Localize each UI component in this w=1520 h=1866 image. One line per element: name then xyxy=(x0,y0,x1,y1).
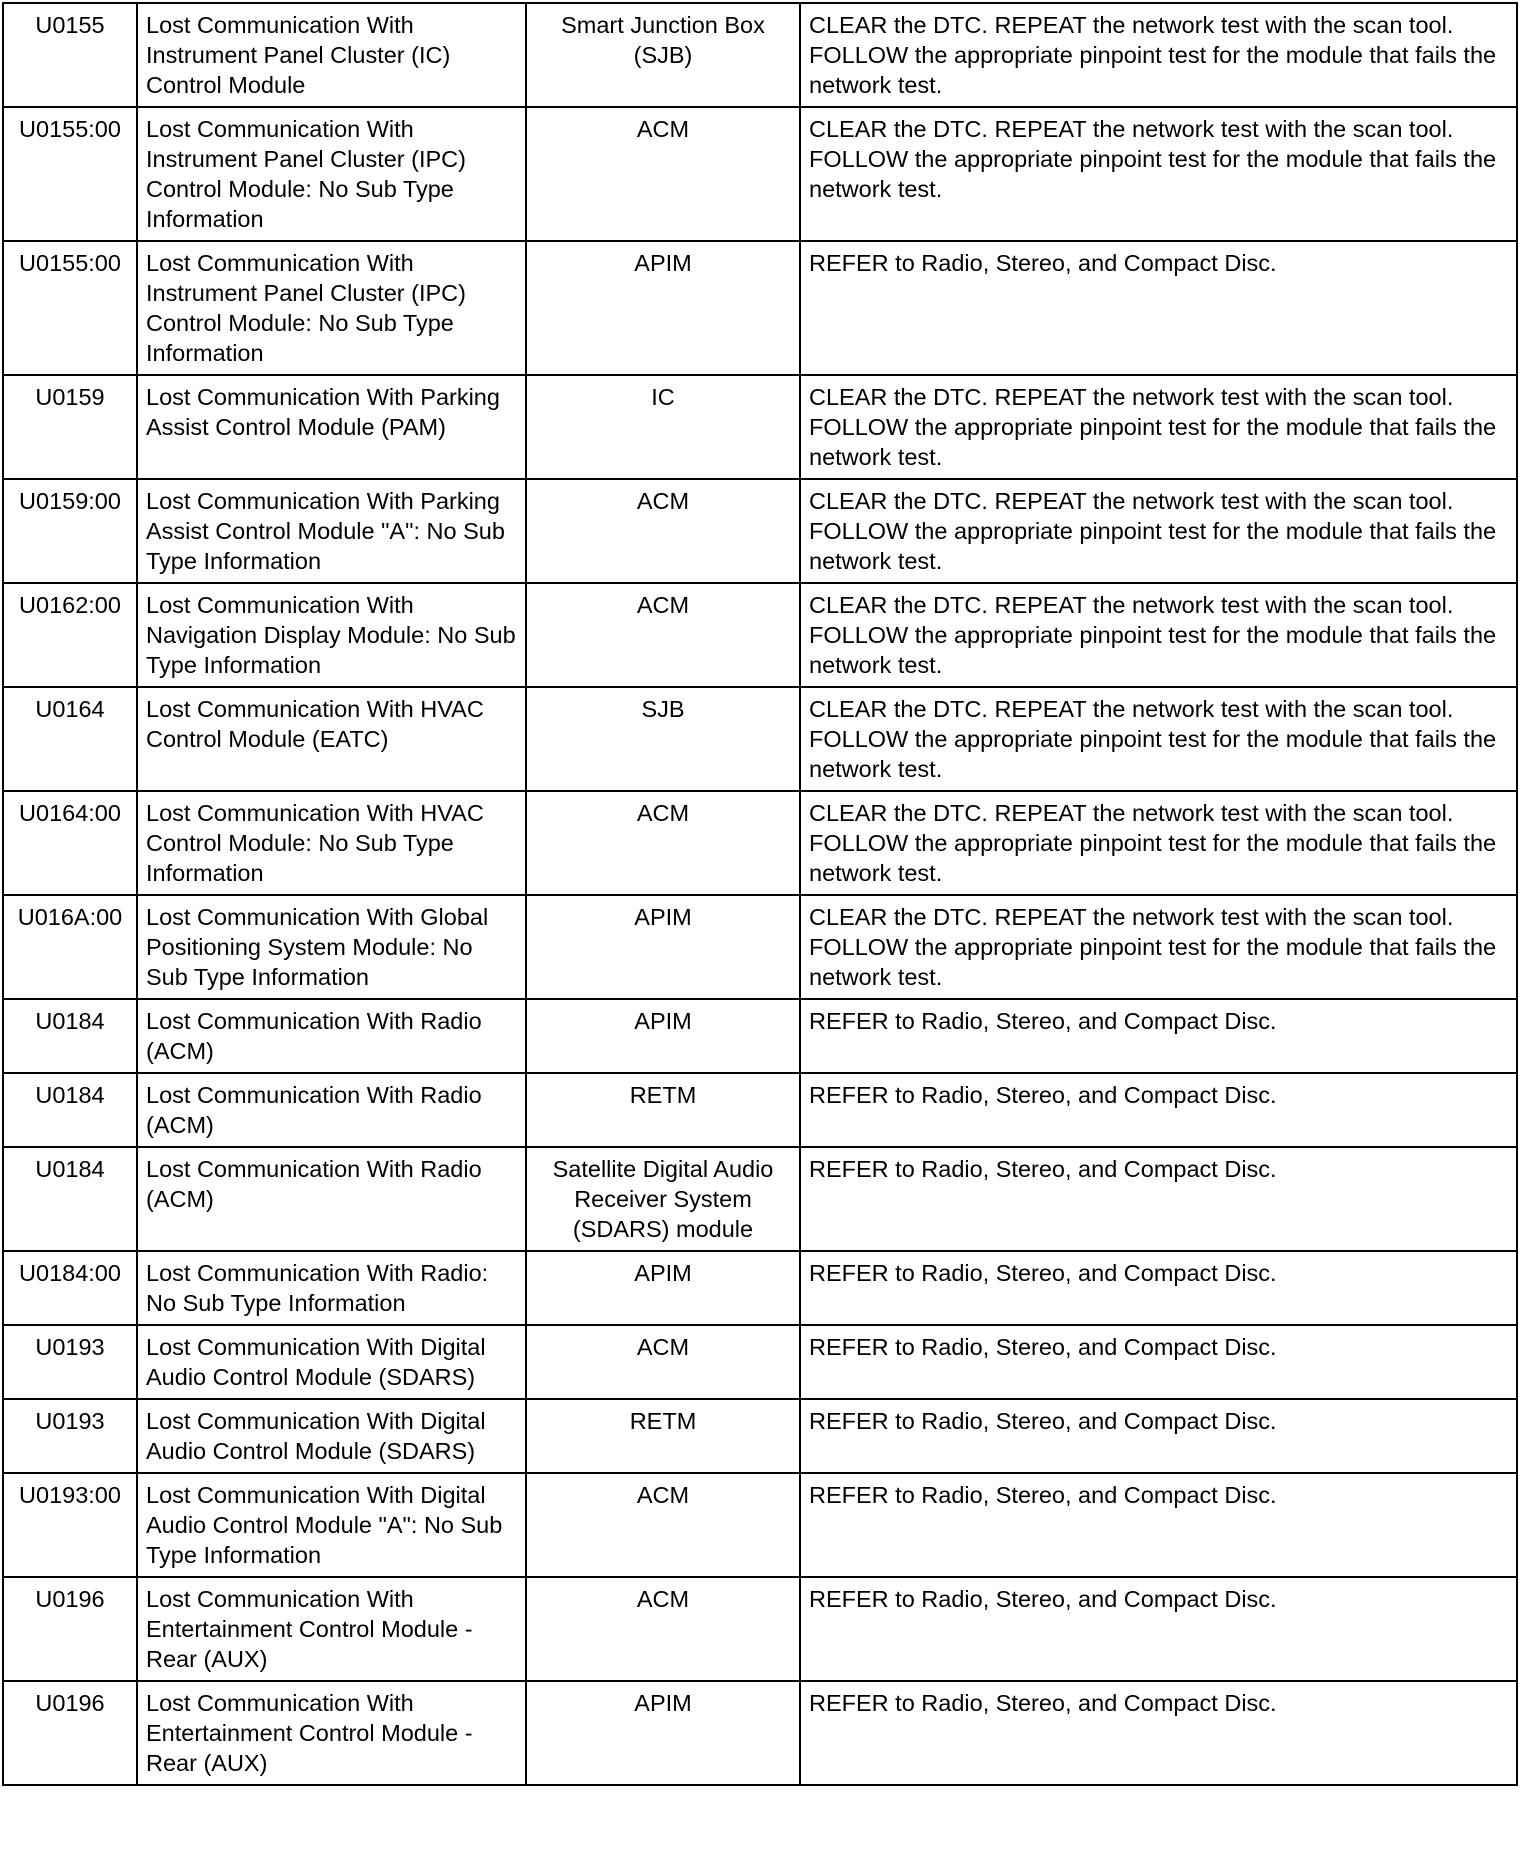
action-cell: REFER to Radio, Stereo, and Compact Disc. xyxy=(800,1073,1517,1147)
dtc-code-cell: U0193:00 xyxy=(3,1473,137,1577)
dtc-code-cell: U0184 xyxy=(3,1147,137,1251)
table-row xyxy=(3,687,1517,791)
dtc-code-cell: U0164:00 xyxy=(3,791,137,895)
action-cell: REFER to Radio, Stereo, and Compact Disc. xyxy=(800,999,1517,1073)
action-cell: REFER to Radio, Stereo, and Compact Disc. xyxy=(800,1577,1517,1681)
description-cell: Lost Communication With Radio: No Sub Type Information xyxy=(137,1251,526,1325)
module-cell: APIM xyxy=(526,241,800,375)
action-cell: CLEAR the DTC. REPEAT the network test with the scan tool. FOLLOW the appropriate pinpoint test for the module that fails the network test. xyxy=(800,107,1517,241)
dtc-code-cell: U0159:00 xyxy=(3,479,137,583)
table-row xyxy=(3,1251,1517,1325)
description-cell: Lost Communication With Entertainment Control Module - Rear (AUX) xyxy=(137,1681,526,1785)
dtc-code-cell: U0164 xyxy=(3,687,137,791)
action-cell: CLEAR the DTC. REPEAT the network test with the scan tool. FOLLOW the appropriate pinpoint test for the module that fails the network test. xyxy=(800,3,1517,107)
description-cell: Lost Communication With Instrument Panel Cluster (IPC) Control Module: No Sub Type Information xyxy=(137,241,526,375)
table-row xyxy=(3,999,1517,1073)
module-cell: ACM xyxy=(526,583,800,687)
dtc-code-cell: U0155:00 xyxy=(3,241,137,375)
action-cell: CLEAR the DTC. REPEAT the network test with the scan tool. FOLLOW the appropriate pinpoint test for the module that fails the network test. xyxy=(800,583,1517,687)
table-row xyxy=(3,1681,1517,1785)
description-cell: Lost Communication With Global Positioning System Module: No Sub Type Information xyxy=(137,895,526,999)
dtc-code-cell: U0162:00 xyxy=(3,583,137,687)
table-row xyxy=(3,479,1517,583)
table-row xyxy=(3,1577,1517,1681)
table-row xyxy=(3,107,1517,241)
module-cell: ACM xyxy=(526,107,800,241)
description-cell: Lost Communication With HVAC Control Module (EATC) xyxy=(137,687,526,791)
table-row xyxy=(3,3,1517,107)
description-cell: Lost Communication With Digital Audio Control Module (SDARS) xyxy=(137,1399,526,1473)
description-cell: Lost Communication With Parking Assist Control Module (PAM) xyxy=(137,375,526,479)
module-cell: ACM xyxy=(526,479,800,583)
action-cell: REFER to Radio, Stereo, and Compact Disc. xyxy=(800,1681,1517,1785)
module-cell: APIM xyxy=(526,1681,800,1785)
module-cell: ACM xyxy=(526,1577,800,1681)
description-cell: Lost Communication With Entertainment Control Module - Rear (AUX) xyxy=(137,1577,526,1681)
table-row xyxy=(3,1073,1517,1147)
description-cell: Lost Communication With Navigation Display Module: No Sub Type Information xyxy=(137,583,526,687)
description-cell: Lost Communication With Radio (ACM) xyxy=(137,1073,526,1147)
dtc-code-cell: U0155 xyxy=(3,3,137,107)
action-cell: CLEAR the DTC. REPEAT the network test with the scan tool. FOLLOW the appropriate pinpoint test for the module that fails the network test. xyxy=(800,479,1517,583)
module-cell: APIM xyxy=(526,1251,800,1325)
module-cell: Satellite Digital Audio Receiver System (SDARS) module xyxy=(526,1147,800,1251)
table-row xyxy=(3,1473,1517,1577)
description-cell: Lost Communication With HVAC Control Module: No Sub Type Information xyxy=(137,791,526,895)
dtc-code-cell: U0196 xyxy=(3,1577,137,1681)
module-cell: APIM xyxy=(526,999,800,1073)
description-cell: Lost Communication With Digital Audio Control Module "A": No Sub Type Information xyxy=(137,1473,526,1577)
description-cell: Lost Communication With Instrument Panel Cluster (IPC) Control Module: No Sub Type Information xyxy=(137,107,526,241)
dtc-code-cell: U0196 xyxy=(3,1681,137,1785)
module-cell: Smart Junction Box (SJB) xyxy=(526,3,800,107)
description-cell: Lost Communication With Radio (ACM) xyxy=(137,1147,526,1251)
action-cell: CLEAR the DTC. REPEAT the network test with the scan tool. FOLLOW the appropriate pinpoint test for the module that fails the network test. xyxy=(800,687,1517,791)
table-row xyxy=(3,1325,1517,1399)
description-cell: Lost Communication With Radio (ACM) xyxy=(137,999,526,1073)
action-cell: CLEAR the DTC. REPEAT the network test with the scan tool. FOLLOW the appropriate pinpoint test for the module that fails the network test. xyxy=(800,895,1517,999)
action-cell: REFER to Radio, Stereo, and Compact Disc. xyxy=(800,1473,1517,1577)
table-row xyxy=(3,241,1517,375)
table-row xyxy=(3,1399,1517,1473)
table-row xyxy=(3,791,1517,895)
module-cell: ACM xyxy=(526,1473,800,1577)
action-cell: REFER to Radio, Stereo, and Compact Disc. xyxy=(800,241,1517,375)
module-cell: ACM xyxy=(526,1325,800,1399)
module-cell: RETM xyxy=(526,1399,800,1473)
dtc-code-cell: U0155:00 xyxy=(3,107,137,241)
table-row xyxy=(3,1147,1517,1251)
action-cell: REFER to Radio, Stereo, and Compact Disc. xyxy=(800,1147,1517,1251)
dtc-code-cell: U0193 xyxy=(3,1399,137,1473)
dtc-code-cell: U0184 xyxy=(3,1073,137,1147)
dtc-code-cell: U0193 xyxy=(3,1325,137,1399)
action-cell: CLEAR the DTC. REPEAT the network test with the scan tool. FOLLOW the appropriate pinpoint test for the module that fails the network test. xyxy=(800,375,1517,479)
table-row xyxy=(3,375,1517,479)
module-cell: APIM xyxy=(526,895,800,999)
module-cell: ACM xyxy=(526,791,800,895)
action-cell: REFER to Radio, Stereo, and Compact Disc. xyxy=(800,1325,1517,1399)
dtc-code-cell: U0159 xyxy=(3,375,137,479)
module-cell: IC xyxy=(526,375,800,479)
dtc-code-cell: U0184:00 xyxy=(3,1251,137,1325)
table-row xyxy=(3,895,1517,999)
action-cell: CLEAR the DTC. REPEAT the network test with the scan tool. FOLLOW the appropriate pinpoint test for the module that fails the network test. xyxy=(800,791,1517,895)
action-cell: REFER to Radio, Stereo, and Compact Disc. xyxy=(800,1251,1517,1325)
description-cell: Lost Communication With Digital Audio Control Module (SDARS) xyxy=(137,1325,526,1399)
dtc-table-body xyxy=(3,3,1517,1785)
module-cell: RETM xyxy=(526,1073,800,1147)
description-cell: Lost Communication With Parking Assist Control Module "A": No Sub Type Information xyxy=(137,479,526,583)
dtc-code-cell: U016A:00 xyxy=(3,895,137,999)
table-row xyxy=(3,583,1517,687)
dtc-table xyxy=(2,2,1518,1786)
description-cell: Lost Communication With Instrument Panel Cluster (IC) Control Module xyxy=(137,3,526,107)
module-cell: SJB xyxy=(526,687,800,791)
dtc-code-cell: U0184 xyxy=(3,999,137,1073)
action-cell: REFER to Radio, Stereo, and Compact Disc. xyxy=(800,1399,1517,1473)
